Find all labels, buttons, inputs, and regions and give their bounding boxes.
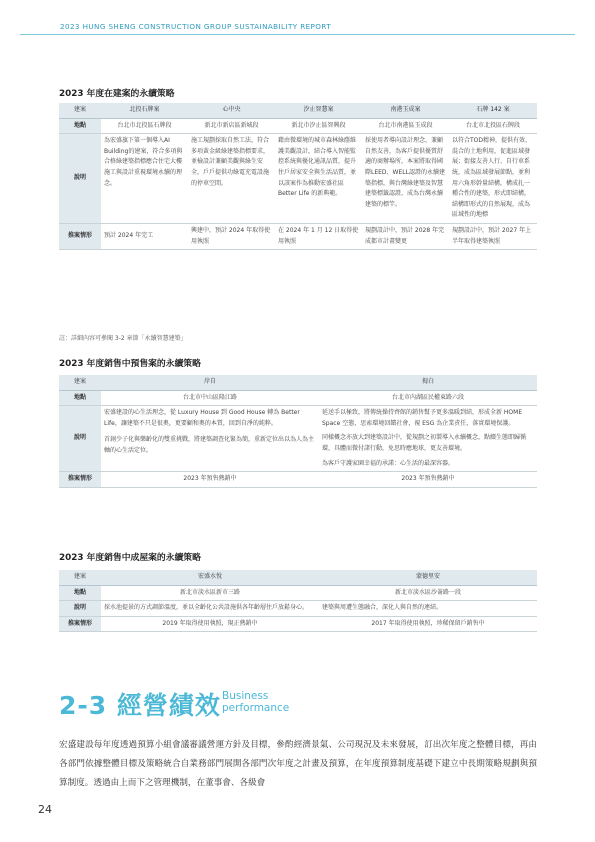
project-location: 新北市汐止區智興段	[275, 118, 362, 134]
project-name: 石牌 142 案	[449, 103, 537, 118]
table-header-row	[59, 375, 537, 390]
page-number: 24	[38, 803, 52, 816]
project-status: 2019 年取得使用執照，現正熱銷中	[101, 616, 319, 632]
table-row	[59, 601, 537, 617]
report-header-title: 2023 HUNG SHENG CONSTRUCTION GROUP SUSTAINABILITY REPORT	[60, 22, 331, 31]
project-description: 以符合TOD精神，提供有效、混合的土地利用，促進區域發展；街接友善人行、自行車系統，成為區域發展節點，並利用六角形幹量結構，構成扎一種合性的建築，形式即結構，結構即形式的自然展現，成為區域性的地標	[449, 134, 537, 224]
body-paragraph: 宏盛建設每年度透過預算小組會議審議營運方針及目標，參酌經濟景氣、公司現況及未來發展，訂出次年度之整體目標，再由各部門依據整體目標及策略統合自業務部門展開各部門次年度之計畫及預算，在年度預算制度基礎下建立中長期策略規劃與預算制度。透過由上而下之管理機制，在董事會、各級會	[59, 740, 537, 788]
under-construction-table	[59, 103, 537, 250]
project-status: 2017 年取得使用執照，珍稀保留戶銷售中	[319, 616, 537, 632]
footnote: 註：詳細內容可參閱 3-2 章節「永續智慧建築」	[59, 335, 187, 342]
project-status: 規劃設計中，預計 2028 年完成都市計畫變更	[362, 223, 449, 249]
description-paragraph: 首創少子化與樂齡化的雙重挑戰，將建築調查化緊為簡，重新定位出以為人為主軸的心生活定位。	[104, 436, 315, 454]
project-description: 採使用者導向設計理念，兼顧自然友善，為客戶提供優質舒適的商辦場所，本案將取得國際LEED、WELL認證的永續建築指標，與台灣綠建築及智慧建築標籤認證，成為台灣永續建築的標竿。	[362, 134, 449, 224]
project-description: 採水池提景的方式調節溫度，並以全齡化公共設施供各年齡層住戶放鬆身心。	[101, 601, 319, 617]
table-header-row	[59, 570, 537, 585]
project-name: 北投石牌案	[101, 103, 188, 118]
row-label-location: 地點	[59, 585, 101, 601]
project-name: 岸自	[101, 375, 319, 390]
project-location: 台北市內湖區民權東路六段	[319, 390, 537, 406]
section-heading: 2-3 經營績效	[59, 691, 221, 720]
section-heading-english	[222, 690, 289, 714]
project-status: 在 2024 年 1 月 12 日取得使用執照	[275, 223, 362, 249]
table-row	[59, 134, 537, 224]
row-label-status: 推案情形	[59, 223, 101, 249]
project-location: 台北市中山區隆江路	[101, 390, 319, 406]
project-name: 蒙德里安	[319, 570, 537, 585]
section-title-completed: 2023 年度銷售中成屋案的永續策略	[59, 553, 201, 563]
table-row	[59, 223, 537, 249]
project-status: 規劃設計中，預計 2027 年上半年取得建築執照	[449, 223, 537, 249]
project-location: 台北市北投區石牌段	[449, 118, 537, 134]
project-description: 藉由微環境的城市森林綠蔭維護美觀設計，結合導入智能監控系統與優化通訊品質，提升住戶居家安全與生活品質，並以該案作為推動宏盛社區 Better Life 的新典範。	[275, 134, 362, 224]
description-paragraph: 延送手以極致，將傳統操持齊館的銷售幫予更多溫暖到結，形成全新 HOME Space 空態，思索環境回饋社會，視 ESG 為企業責任，落實環境保護。	[322, 409, 523, 427]
project-description: 施工規劃採取自然工法，符合多項黃金級綠建築指標要求，並檢設計兼顧美觀與綠生安全，戶戶提供功綠電充電設施的停車空間。	[188, 134, 275, 224]
project-description: 為宏盛旗下第一個導入AI Building的建案，符合多項與合格綠建築指標應合住宅大樓施工與設計重視環境永續的理念。	[101, 134, 188, 224]
row-label-status: 推案情形	[59, 616, 101, 632]
project-status: 2023 年預售熱銷中	[101, 472, 319, 488]
row-label-project: 建案	[59, 375, 101, 390]
english-heading-line: Business	[222, 690, 269, 702]
presale-table	[59, 375, 537, 488]
table-header-row	[59, 103, 537, 118]
project-name: 汐止智慧案	[275, 103, 362, 118]
project-name: 心中央	[188, 103, 275, 118]
table-row	[59, 406, 537, 472]
table-row	[59, 118, 537, 134]
row-label-location: 地點	[59, 390, 101, 406]
project-name: 拇白	[319, 375, 537, 390]
project-status: 預計 2024 年完工	[101, 223, 188, 249]
completed-table	[59, 570, 537, 632]
project-description	[319, 406, 537, 472]
project-location: 台北市北投區石牌段	[101, 118, 188, 134]
row-label-description: 說明	[59, 601, 101, 617]
project-description: 建築與周遭生態融合，深化人與自然的連結。	[319, 601, 537, 617]
description-paragraph: 同樣概念亦放大到建築設計中，從規劃之初製導入永續概念，點綴生態即歸循環，具體而微付諸行動，免思時應地球，更友善環境。	[322, 434, 527, 452]
table-row	[59, 472, 537, 488]
project-location: 新北市新店區新城段	[188, 118, 275, 134]
project-location: 台北市南港區玉成段	[362, 118, 449, 134]
table-row	[59, 616, 537, 632]
row-label-status: 推案情形	[59, 472, 101, 488]
project-name: 南港玉成案	[362, 103, 449, 118]
project-description	[101, 406, 319, 472]
english-heading-line: performance	[222, 702, 290, 714]
project-name: 宏盛水悅	[101, 570, 319, 585]
row-label-project: 建案	[59, 103, 101, 118]
project-status: 2023 年預售熱銷中	[319, 472, 537, 488]
row-label-location: 地點	[59, 118, 101, 134]
section-title-presale: 2023 年度銷售中預售案的永續策略	[59, 359, 201, 369]
project-location: 新北市淡水區新市三路	[101, 585, 319, 601]
description-paragraph: 宏盛建設的心生活理念，從 Luxury House 到 Good House 轉為 Better Life，讓建築不只是很奧，更要顧和奧的本質，回到自淨的純粹。	[104, 409, 300, 427]
report-header	[20, 22, 575, 35]
table-row	[59, 390, 537, 406]
row-label-description: 說明	[59, 406, 101, 472]
row-label-project: 建案	[59, 570, 101, 585]
table-row	[59, 585, 537, 601]
project-location: 新北市淡水區沙崙路一段	[319, 585, 537, 601]
description-paragraph: 為客戶守護家園幸福的承諾：心生活的最深容器。	[322, 459, 455, 467]
section-title-under-construction: 2023 年度在建案的永續策略	[59, 89, 175, 99]
row-label-description: 說明	[59, 134, 101, 224]
project-status: 興建中，預計 2024 年取得使用執照	[188, 223, 275, 249]
